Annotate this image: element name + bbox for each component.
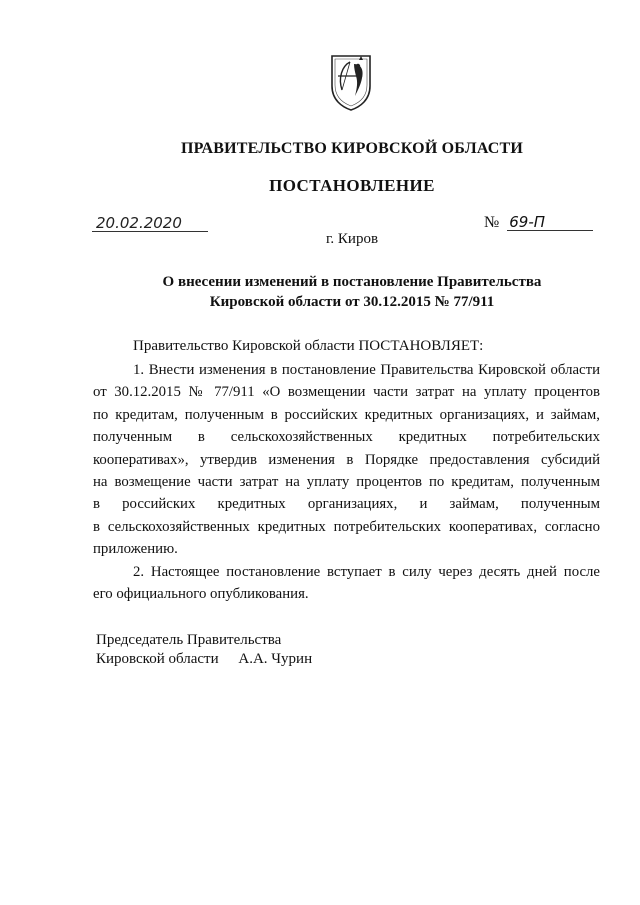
number-value: 69-П: [507, 214, 593, 231]
government-title: ПРАВИТЕЛЬСТВО КИРОВСКОЙ ОБЛАСТИ: [180, 140, 524, 157]
body-text: [93, 359, 600, 605]
signatory-name: А.А. Чурин: [238, 651, 313, 667]
subject-line: О внесении изменений в постановление Правительства: [162, 274, 542, 290]
body-line: его официального опубликования.: [93, 585, 309, 602]
document-number: [484, 214, 593, 232]
subject-line: Кировской области от 30.12.2015 № 77/911: [209, 294, 495, 310]
signature-position-region: Кировской области: [96, 651, 219, 667]
body-line: 2. Настоящее постановление вступает в силу через десять дней после: [133, 563, 600, 580]
preamble: Правительство Кировской области ПОСТАНОВЛЯЕТ:: [133, 338, 484, 354]
signature-row: [96, 650, 312, 669]
body-line: полученным в сельскохозяйственных кредитных потребительских: [93, 429, 600, 446]
signature-block: [96, 631, 312, 669]
body-line: кооперативах», утвердив изменения в Порядке предоставления субсидий: [93, 451, 600, 468]
document-date: 20.02.2020: [92, 215, 208, 232]
city: г. Киров: [325, 231, 379, 247]
body-line: 1. Внести изменения в постановление Правительства Кировской области: [133, 362, 600, 378]
document-subject: [0, 272, 640, 312]
body-line: от 30.12.2015 № 77/911 «О возмещении части затрат на уплату процентов: [93, 384, 600, 401]
document-type: ПОСТАНОВЛЕНИЕ: [269, 176, 435, 195]
body-line: по кредитам, полученным в российских кредитных организациях, и займам,: [93, 406, 600, 423]
body-line: на возмещение части затрат на уплату процентов по кредитам, полученным: [93, 473, 600, 490]
number-sign: №: [484, 214, 500, 231]
body-line: в российских кредитных организациях, и займам, полученным: [93, 496, 600, 513]
body-line: в сельскохозяйственных кредитных потребительских кооперативах, согласно: [93, 518, 600, 535]
body-line: приложению.: [93, 541, 178, 558]
kirov-coat-of-arms-icon: [328, 52, 374, 112]
signature-position: Председатель Правительства: [96, 632, 282, 648]
